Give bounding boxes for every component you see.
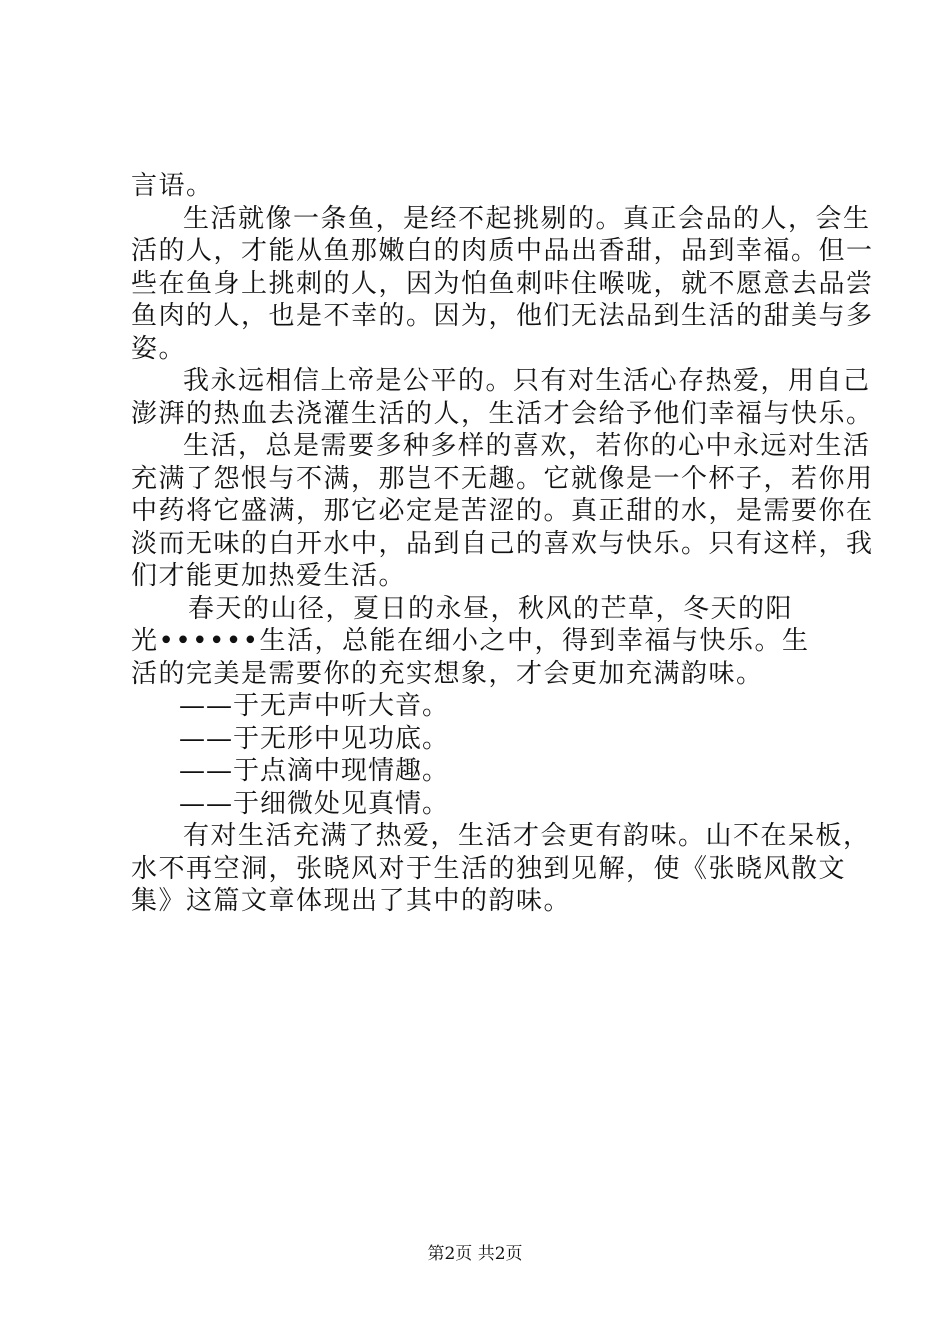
text-line: 生活，总是需要多种多样的喜欢，若你的心中永远对生活 [183,431,871,461]
text-line: 水不再空洞，张晓风对于生活的独到见解，使《张晓风散文 [131,853,847,884]
text-line: 姿。 [131,333,187,364]
text-line: 些在鱼身上挑刺的人，因为怕鱼刺咔住喉咙，就不愿意去品尝 [131,268,874,299]
text-line: ——于无形中见功底。 [179,723,450,754]
text-line: 鱼肉的人，也是不幸的。因为，他们无法品到生活的甜美与多 [131,301,874,331]
text-line: ——于点滴中现情趣。 [179,756,450,786]
text-line: 充满了怨恨与不满，那岂不无趣。它就像是一个杯子，若你用 [131,463,874,494]
text-line: 澎湃的热血去浇灌生活的人，生活才会给予他们幸福与快乐。 [131,398,874,429]
text-line: 们才能更加热爱生活。 [131,561,407,591]
document-body [131,170,874,918]
page-indicator: 第2页 共2页 [427,1244,523,1264]
text-line: 光••••••生活，总能在细小之中，得到幸福与快乐。生 [131,626,810,656]
text-line: 有对生活充满了热爱，生活才会更有韵味。山不在呆板， [183,821,871,851]
text-line: 我永远相信上帝是公平的。只有对生活心存热爱，用自己 [183,366,871,396]
text-line: 集》这篇文章体现出了其中的韵味。 [131,886,572,916]
text-line: ——于细微处见真情。 [179,788,450,819]
text-line: 言语。 [131,171,214,201]
text-line: 淡而无味的白开水中，品到自己的喜欢与快乐。只有这样，我 [131,528,874,559]
text-line: 活的人，才能从鱼那嫩白的肉质中品出香甜，品到幸福。但一 [131,236,874,266]
text-line: 中药将它盛满，那它必定是苦涩的。真正甜的水，是需要你在 [131,496,874,526]
text-line: 春天的山径，夏日的永昼，秋风的芒草，冬天的阳 [188,593,794,624]
text-line: ——于无声中听大音。 [179,691,450,721]
text-line: 生活就像一条鱼，是经不起挑剔的。真正会品的人，会生 [183,203,871,234]
text-line: 活的完美是需要你的充实想象，才会更加充满韵味。 [131,658,764,689]
